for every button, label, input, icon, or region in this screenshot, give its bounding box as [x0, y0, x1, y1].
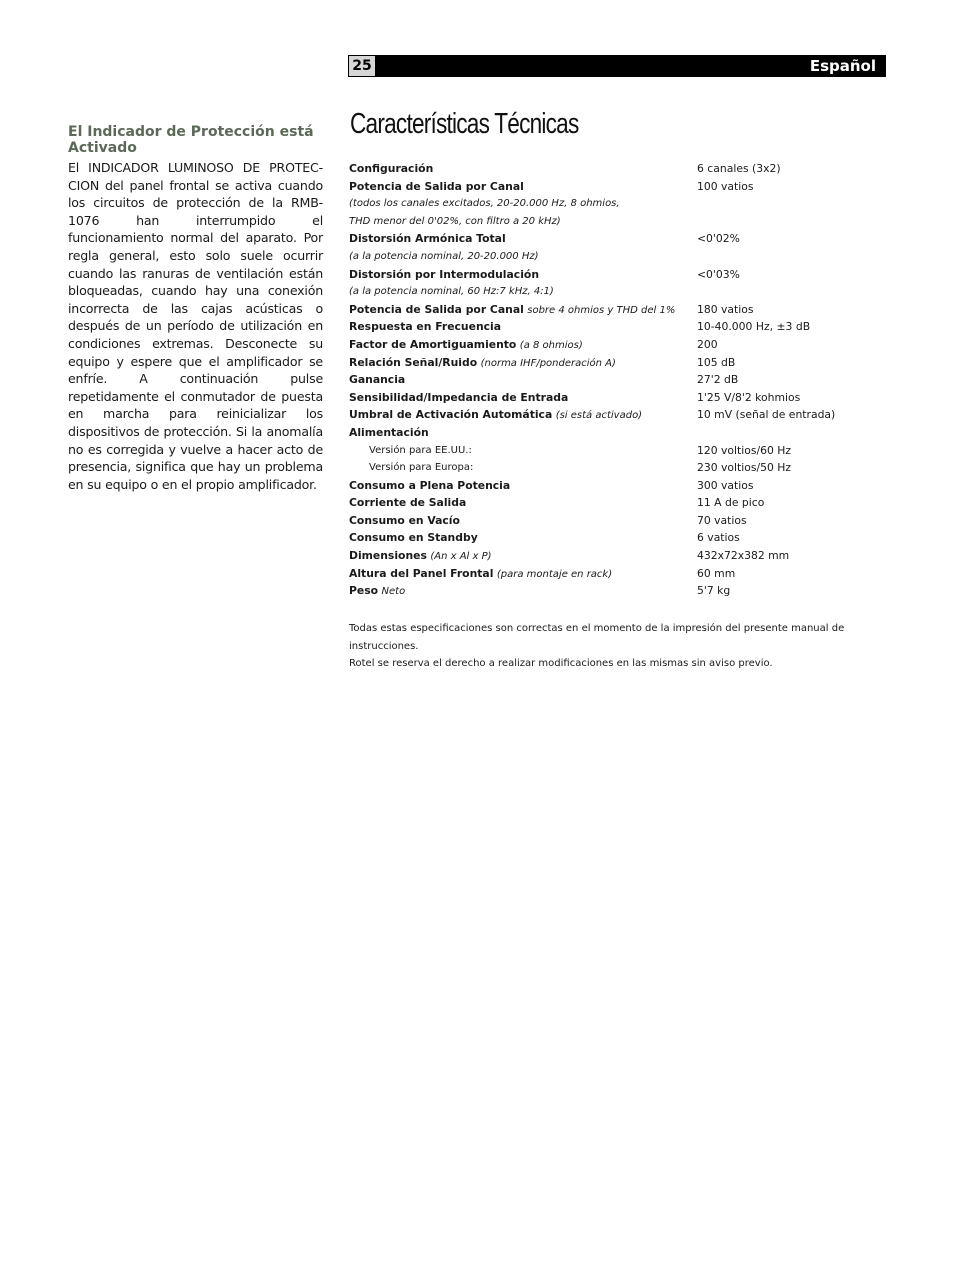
spec-row	[349, 318, 889, 336]
spec-label	[349, 230, 506, 248]
spec-row	[349, 178, 889, 196]
spec-note: (a 8 ohmios)	[519, 339, 583, 351]
language-label: Español	[809, 57, 876, 75]
page-number: 25	[349, 56, 375, 76]
spec-note: (a la potencia nominal, 60 Hz:7 kHz, 4:1)	[349, 286, 554, 298]
spec-name: Relación Señal/Ruido	[349, 355, 478, 369]
spec-name: Factor de Amortiguamiento	[349, 337, 517, 351]
spec-label	[349, 565, 612, 584]
spec-row	[349, 565, 889, 583]
spec-row	[349, 389, 889, 407]
spec-row	[349, 424, 889, 442]
spec-label	[349, 582, 405, 601]
spec-label	[349, 266, 539, 284]
spec-label	[349, 477, 510, 495]
spec-label	[349, 371, 405, 389]
spec-label	[349, 213, 561, 231]
sidebar-heading: El Indicador de Protección está Activado	[68, 124, 314, 156]
spec-sublabel: Versión para EE.UU.:	[369, 444, 472, 456]
spec-note: (a la potencia nominal, 20-20.000 Hz)	[349, 250, 539, 262]
spec-note: (norma IHF/ponderación A)	[480, 357, 616, 369]
spec-label	[349, 529, 478, 547]
spec-name: Dimensiones	[349, 549, 427, 563]
spec-name: Ganancia	[349, 373, 406, 387]
footnote-line: Rotel se reserva el derecho a realizar modificaciones en las mismas sin aviso previo.	[349, 658, 773, 670]
spec-row	[349, 160, 889, 178]
spec-note: (An x Al x P)	[430, 551, 492, 563]
spec-row	[349, 529, 889, 547]
spec-value: 27'2 dB	[697, 373, 739, 387]
footnote-line: Todas estas especificaciones son correctas en el momento de la impresión del presente manual de instrucciones.	[349, 623, 845, 652]
spec-value: <0'02%	[697, 232, 740, 246]
spec-row	[349, 195, 889, 213]
spec-label	[349, 389, 568, 407]
spec-row	[349, 442, 889, 460]
spec-row	[349, 213, 889, 231]
spec-label	[349, 248, 539, 266]
spec-value: 300 vatios	[697, 478, 754, 492]
spec-label	[369, 459, 473, 477]
spec-row	[349, 354, 889, 372]
spec-value: 1'25 V/8'2 kohmios	[697, 390, 801, 404]
spec-name: Consumo a Plena Potencia	[349, 478, 511, 492]
footnote	[349, 620, 909, 673]
spec-row	[349, 494, 889, 512]
spec-row	[349, 336, 889, 354]
spec-row	[349, 477, 889, 495]
spec-name: Consumo en Standby	[349, 531, 478, 545]
spec-name: Corriente de Salida	[349, 496, 467, 510]
spec-value: 70 vatios	[697, 513, 747, 527]
spec-value: 5'7 kg	[697, 584, 731, 598]
spec-label	[349, 301, 675, 320]
spec-label	[349, 494, 466, 512]
spec-row	[349, 459, 889, 477]
spec-row	[349, 283, 889, 301]
spec-name: Altura del Panel Frontal	[349, 566, 494, 580]
spec-name: Consumo en Vacío	[349, 513, 460, 527]
spec-value: 105 dB	[697, 355, 736, 369]
spec-name: Sensibilidad/Impedancia de Entrada	[349, 390, 569, 404]
spec-value: 11 A de pico	[697, 496, 765, 510]
spec-label	[349, 424, 429, 442]
spec-row	[349, 248, 889, 266]
specs-table	[349, 160, 889, 600]
page-title: Características Técnicas	[350, 108, 579, 140]
spec-row	[349, 230, 889, 248]
spec-value: 10 mV (señal de entrada)	[697, 408, 836, 422]
sidebar-body: El INDICADOR LUMINOSO DE PROTEC-CION del panel frontal se activa cuando los circuitos de protección de la RMB-1076 han interrumpido el funcionamiento normal del aparato. Por regla general, esto solo suele ocurrir cuando las ranuras de ventilación están bloqueadas, cuando hay una conexión incorrecta de las cajas acústicas o después de un período de utilización en condiciones extremas. Desconecte su equipo y espere que el amplificador se enfríe. A continuación pulse repetidamente el conmutador de puesta en marcha para reinicializar los dispositivos de protección. Si la anomalía no es corregida y vuelve a hacer acto de presencia, significa que hay un problema en su equipo o en el propio amplificador.	[68, 160, 323, 492]
spec-row	[349, 301, 889, 319]
spec-value: 100 vatios	[697, 179, 754, 193]
spec-label	[349, 512, 460, 530]
spec-name: Alimentación	[349, 425, 429, 439]
spec-value: 432x72x382 mm	[697, 549, 790, 563]
spec-note: (todos los canales excitados, 20-20.000 Hz, 8 ohmios,	[349, 198, 620, 210]
spec-note: (si está activado)	[555, 410, 643, 422]
spec-name: Respuesta en Frecuencia	[349, 320, 502, 334]
spec-value: 120 voltios/60 Hz	[697, 443, 792, 457]
spec-row	[349, 371, 889, 389]
spec-label	[349, 283, 554, 301]
spec-value: 230 voltios/50 Hz	[697, 461, 792, 475]
spec-note: (para montaje en rack)	[496, 568, 613, 580]
spec-name: Distorsión Armónica Total	[349, 232, 506, 246]
spec-row	[349, 266, 889, 284]
spec-value: 60 mm	[697, 566, 736, 580]
spec-sublabel: Versión para Europa:	[369, 462, 474, 474]
spec-label	[349, 160, 433, 178]
spec-note: THD menor del 0'02%, con filtro a 20 kHz)	[349, 215, 561, 227]
spec-name: Peso	[349, 584, 379, 598]
spec-label	[349, 178, 524, 196]
spec-note: Neto	[381, 586, 406, 598]
spec-label	[349, 354, 616, 373]
spec-value: 10-40.000 Hz, ±3 dB	[697, 320, 811, 334]
spec-label	[349, 318, 501, 336]
spec-name: Potencia de Salida por Canal	[349, 179, 524, 193]
spec-label	[369, 442, 472, 460]
spec-label	[349, 195, 620, 213]
spec-name: Umbral de Activación Automática	[349, 408, 553, 422]
spec-name: Configuración	[349, 162, 434, 175]
spec-name: Distorsión por Intermodulación	[349, 267, 539, 281]
spec-value: 180 vatios	[697, 302, 754, 316]
spec-row	[349, 582, 889, 600]
spec-value: 6 vatios	[697, 531, 740, 545]
spec-label	[349, 547, 492, 566]
spec-row	[349, 512, 889, 530]
spec-label	[349, 406, 642, 425]
spec-value: <0'03%	[697, 267, 740, 281]
spec-value: 6 canales (3x2)	[697, 162, 781, 175]
header-bar	[348, 55, 886, 77]
spec-label	[349, 336, 583, 355]
spec-name: Potencia de Salida por Canal	[349, 302, 524, 316]
spec-row	[349, 547, 889, 565]
spec-value: 200	[697, 337, 718, 351]
spec-note: sobre 4 ohmios y THD del 1%	[527, 304, 676, 316]
spec-row	[349, 406, 889, 424]
